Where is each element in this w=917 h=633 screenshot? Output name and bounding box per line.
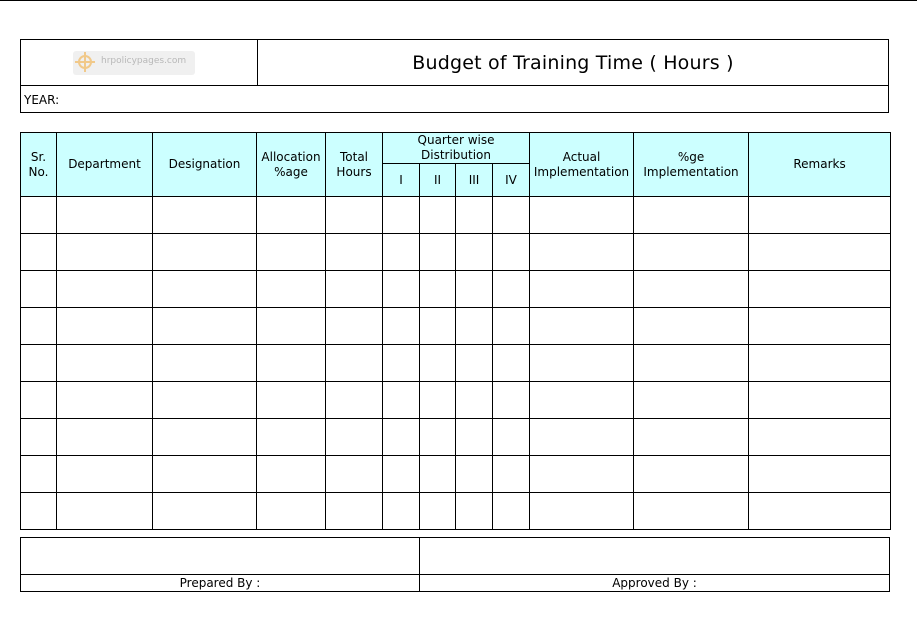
cell-q1[interactable] <box>383 456 420 493</box>
cell-q3[interactable] <box>456 271 493 308</box>
cell-allocation[interactable] <box>257 345 326 382</box>
table-row <box>21 197 891 234</box>
cell-remarks[interactable] <box>749 493 891 530</box>
cell-pct-implementation[interactable] <box>634 234 749 271</box>
cell-pct-implementation[interactable] <box>634 345 749 382</box>
year-field[interactable] <box>21 85 888 113</box>
budget-table <box>20 132 891 530</box>
cell-remarks[interactable] <box>749 382 891 419</box>
cell-q4[interactable] <box>493 456 530 493</box>
cell-designation[interactable] <box>153 456 257 493</box>
cell-department[interactable] <box>57 271 153 308</box>
cell-allocation[interactable] <box>257 456 326 493</box>
cell-q3[interactable] <box>456 345 493 382</box>
cell-actual-implementation[interactable] <box>530 345 634 382</box>
cell-department[interactable] <box>57 419 153 456</box>
cell-q4[interactable] <box>493 308 530 345</box>
table-row <box>21 382 891 419</box>
col-header-allocation: Allocation %age <box>257 133 326 197</box>
cell-sr-no[interactable] <box>21 234 57 271</box>
cell-designation[interactable] <box>153 419 257 456</box>
prepared-by-label: Prepared By : <box>179 576 261 590</box>
crosshair-logo-icon <box>78 55 92 69</box>
cell-q4[interactable] <box>493 493 530 530</box>
cell-q1[interactable] <box>383 197 420 234</box>
col-header-department: Department <box>57 133 153 197</box>
cell-q2[interactable] <box>420 271 456 308</box>
cell-pct-implementation[interactable] <box>634 382 749 419</box>
cell-total-hours[interactable] <box>326 308 383 345</box>
cell-q2[interactable] <box>420 308 456 345</box>
cell-total-hours[interactable] <box>326 271 383 308</box>
cell-allocation[interactable] <box>257 419 326 456</box>
cell-department[interactable] <box>57 197 153 234</box>
cell-sr-no[interactable] <box>21 308 57 345</box>
table-row <box>21 493 891 530</box>
cell-q3[interactable] <box>456 382 493 419</box>
cell-q1[interactable] <box>383 308 420 345</box>
cell-q4[interactable] <box>493 419 530 456</box>
cell-remarks[interactable] <box>749 308 891 345</box>
cell-actual-implementation[interactable] <box>530 493 634 530</box>
cell-total-hours[interactable] <box>326 382 383 419</box>
cell-total-hours[interactable] <box>326 345 383 382</box>
col-header-remarks: Remarks <box>749 133 891 197</box>
cell-sr-no[interactable] <box>21 271 57 308</box>
cell-q2[interactable] <box>420 456 456 493</box>
cell-department[interactable] <box>57 456 153 493</box>
col-header-q2: II <box>420 164 456 197</box>
cell-department[interactable] <box>57 382 153 419</box>
signature-footer <box>20 537 890 592</box>
approved-by-label: Approved By : <box>612 576 697 590</box>
col-header-total-hours: Total Hours <box>326 133 383 197</box>
cell-sr-no[interactable] <box>21 419 57 456</box>
table-body <box>21 197 891 530</box>
cell-department[interactable] <box>57 493 153 530</box>
cell-q3[interactable] <box>456 234 493 271</box>
cell-q2[interactable] <box>420 197 456 234</box>
cell-designation[interactable] <box>153 271 257 308</box>
cell-sr-no[interactable] <box>21 493 57 530</box>
year-label: YEAR: <box>24 93 60 107</box>
cell-actual-implementation[interactable] <box>530 456 634 493</box>
cell-q4[interactable] <box>493 345 530 382</box>
table-row <box>21 345 891 382</box>
document-header <box>20 39 889 113</box>
logo-cell <box>21 40 258 85</box>
cell-q2[interactable] <box>420 234 456 271</box>
table-row <box>21 419 891 456</box>
cell-pct-implementation[interactable] <box>634 493 749 530</box>
cell-designation[interactable] <box>153 308 257 345</box>
cell-pct-implementation[interactable] <box>634 456 749 493</box>
cell-pct-implementation[interactable] <box>634 419 749 456</box>
cell-pct-implementation[interactable] <box>634 308 749 345</box>
table-row <box>21 234 891 271</box>
page-title: Budget of Training Time ( Hours ) <box>412 51 734 74</box>
col-header-q4: IV <box>493 164 530 197</box>
cell-actual-implementation[interactable] <box>530 382 634 419</box>
cell-designation[interactable] <box>153 345 257 382</box>
cell-allocation[interactable] <box>257 493 326 530</box>
cell-pct-implementation[interactable] <box>634 197 749 234</box>
cell-sr-no[interactable] <box>21 345 57 382</box>
col-header-quarter-group: Quarter wise Distribution <box>383 133 530 164</box>
cell-actual-implementation[interactable] <box>530 271 634 308</box>
col-header-sr-no: Sr. No. <box>21 133 57 197</box>
cell-actual-implementation[interactable] <box>530 234 634 271</box>
col-header-actual-implementation: Actual Implementation <box>530 133 634 197</box>
table-row <box>21 308 891 345</box>
table-row <box>21 271 891 308</box>
cell-sr-no[interactable] <box>21 456 57 493</box>
col-header-designation: Designation <box>153 133 257 197</box>
cell-department[interactable] <box>57 234 153 271</box>
cell-remarks[interactable] <box>749 234 891 271</box>
cell-total-hours[interactable] <box>326 419 383 456</box>
cell-actual-implementation[interactable] <box>530 308 634 345</box>
cell-q4[interactable] <box>493 382 530 419</box>
top-border-line <box>0 0 917 1</box>
cell-q2[interactable] <box>420 382 456 419</box>
cell-q2[interactable] <box>420 345 456 382</box>
col-header-pct-implementation: %ge Implementation <box>634 133 749 197</box>
cell-sr-no[interactable] <box>21 382 57 419</box>
cell-q3[interactable] <box>456 493 493 530</box>
col-header-q1: I <box>383 164 420 197</box>
cell-total-hours[interactable] <box>326 197 383 234</box>
cell-remarks[interactable] <box>749 271 891 308</box>
cell-designation[interactable] <box>153 493 257 530</box>
cell-department[interactable] <box>57 345 153 382</box>
cell-remarks[interactable] <box>749 456 891 493</box>
cell-q3[interactable] <box>456 419 493 456</box>
cell-q4[interactable] <box>493 234 530 271</box>
logo-text: hrpolicypages.com <box>101 56 187 66</box>
cell-q3[interactable] <box>456 456 493 493</box>
cell-allocation[interactable] <box>257 234 326 271</box>
cell-q3[interactable] <box>456 308 493 345</box>
cell-q2[interactable] <box>420 493 456 530</box>
cell-q1[interactable] <box>383 493 420 530</box>
cell-q1[interactable] <box>383 271 420 308</box>
cell-q1[interactable] <box>383 419 420 456</box>
cell-allocation[interactable] <box>257 271 326 308</box>
cell-q1[interactable] <box>383 234 420 271</box>
cell-department[interactable] <box>57 308 153 345</box>
cell-q1[interactable] <box>383 345 420 382</box>
cell-designation[interactable] <box>153 234 257 271</box>
cell-q3[interactable] <box>456 197 493 234</box>
cell-sr-no[interactable] <box>21 197 57 234</box>
cell-actual-implementation[interactable] <box>530 419 634 456</box>
col-header-q3: III <box>456 164 493 197</box>
cell-pct-implementation[interactable] <box>634 271 749 308</box>
cell-q4[interactable] <box>493 271 530 308</box>
cell-q4[interactable] <box>493 197 530 234</box>
cell-total-hours[interactable] <box>326 456 383 493</box>
cell-remarks[interactable] <box>749 345 891 382</box>
table-row <box>21 456 891 493</box>
cell-q1[interactable] <box>383 382 420 419</box>
cell-total-hours[interactable] <box>326 493 383 530</box>
cell-actual-implementation[interactable] <box>530 197 634 234</box>
cell-designation[interactable] <box>153 197 257 234</box>
cell-total-hours[interactable] <box>326 234 383 271</box>
cell-q2[interactable] <box>420 419 456 456</box>
cell-allocation[interactable] <box>257 382 326 419</box>
cell-allocation[interactable] <box>257 308 326 345</box>
cell-remarks[interactable] <box>749 419 891 456</box>
cell-allocation[interactable] <box>257 197 326 234</box>
cell-designation[interactable] <box>153 382 257 419</box>
cell-remarks[interactable] <box>749 197 891 234</box>
